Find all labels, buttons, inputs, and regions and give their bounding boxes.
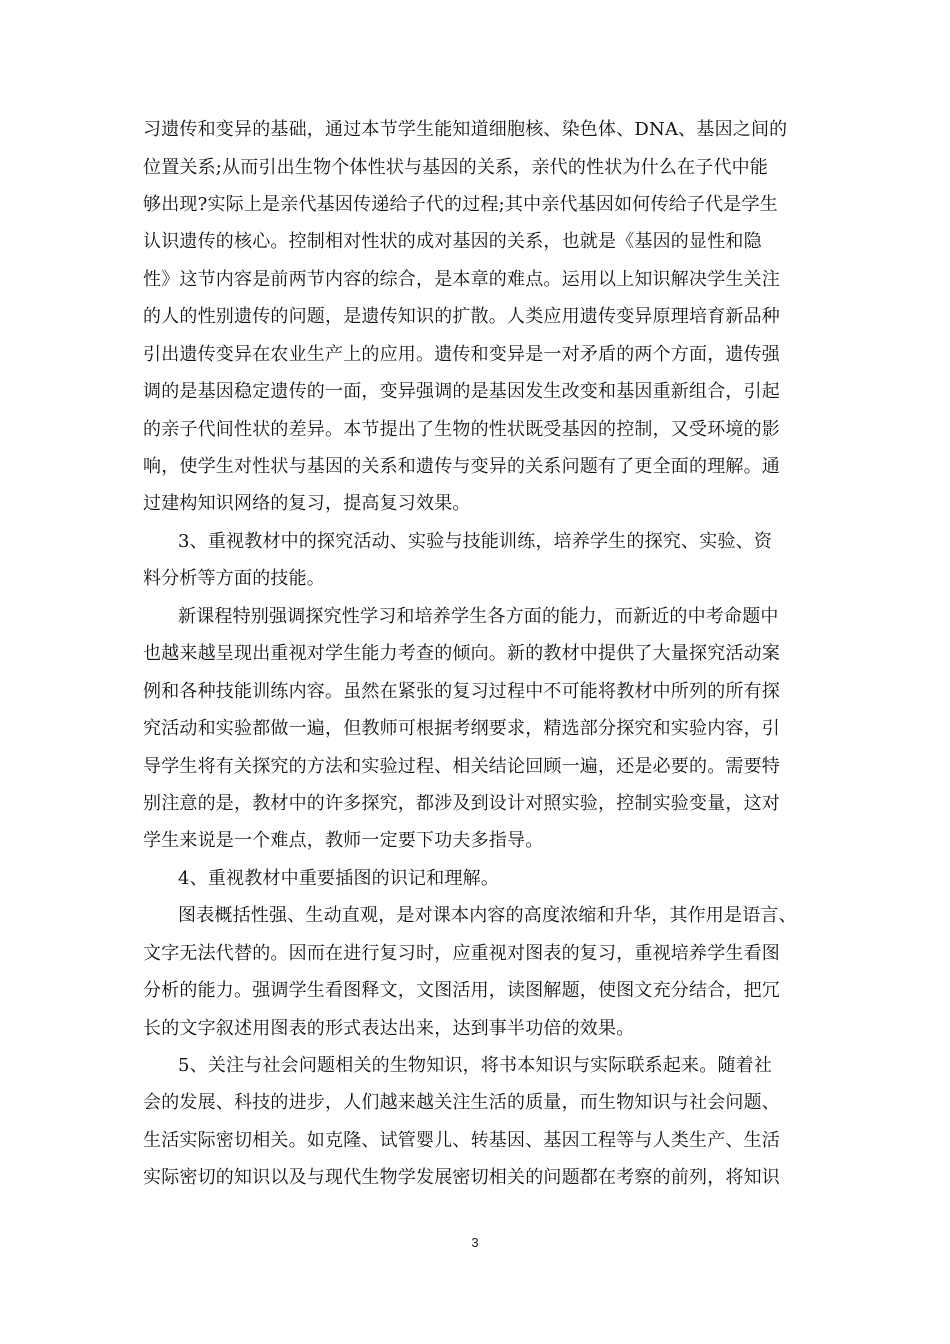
text-line: 认识遗传的核心。控制相对性状的成对基因的关系，也就是《基因的显性和隐: [143, 231, 762, 252]
text-line: 的人的性别遗传的问题，是遗传知识的扩散。人类应用遗传变异原理培育新品种: [143, 306, 780, 327]
section-heading-4: 4、重视教材中重要插图的识记和理解。: [178, 868, 500, 889]
text-line: 实际密切的知识以及与现代生物学发展密切相关的问题都在考察的前列，将知识: [143, 1167, 780, 1188]
text-line: 习遗传和变异的基础，通过本节学生能知道细胞核、染色体、DNA、基因之间的: [143, 119, 788, 140]
text-line: 位置关系;从而引出生物个体性状与基因的关系，亲代的性状为什么在子代中能: [143, 157, 769, 178]
text-line: 性》这节内容是前两节内容的综合，是本章的难点。运用以上知识解决学生关注: [143, 269, 780, 290]
text-line: 够出现?实际上是亲代基因传递给子代的过程;其中亲代基因如何传给子代是学生: [143, 194, 778, 215]
paragraph-first-line: 新课程特别强调探究性学习和培养学生各方面的能力，而新近的中考命题中: [178, 606, 779, 627]
text-line: 调的是基因稳定遗传的一面，变异强调的是基因发生改变和基因重新组合，引起: [143, 381, 780, 402]
text-line: 学生来说是一个难点，教师一定要下功夫多指导。: [143, 830, 544, 851]
text-line: 究活动和实验都做一遍，但教师可根据考纲要求，精选部分探究和实验内容，引: [143, 718, 780, 739]
text-line: 导学生将有关探究的方法和实验过程、相关结论回顾一遍，还是必要的。需要特: [143, 756, 780, 777]
text-line: 的亲子代间性状的差异。本节提出了生物的性状既受基因的控制，又受环境的影: [143, 419, 780, 440]
text-line: 会的发展、科技的进步，人们越来越关注生活的质量，而生物知识与社会问题、: [143, 1092, 780, 1113]
paragraph-first-line: 图表概括性强、生动直观，是对课本内容的高度浓缩和升华，其作用是语言、: [178, 905, 797, 926]
text-line: 响，使学生对性状与基因的关系和遗传与变异的关系问题有了更全面的理解。通: [143, 456, 780, 477]
text-line: 长的文字叙述用图表的形式表达出来，达到事半功倍的效果。: [143, 1018, 635, 1039]
text-line: 引出遗传变异在农业生产上的应用。遗传和变异是一对矛盾的两个方面，遗传强: [143, 344, 780, 365]
page-number: 3: [471, 1235, 479, 1250]
text-line: 也越来越呈现出重视对学生能力考查的倾向。新的教材中提供了大量探究活动案: [143, 643, 780, 664]
text-line: 生活实际密切相关。如克隆、试管婴儿、转基因、基因工程等与人类生产、生活: [143, 1130, 780, 1151]
section-heading-3: 3、重视教材中的探究活动、实验与技能训练，培养学生的探究、实验、资: [178, 531, 773, 552]
section-heading-5: 5、关注与社会问题相关的生物知识，将书本知识与实际联系起来。随着社: [178, 1055, 773, 1076]
text-line: 别注意的是，教材中的许多探究，都涉及到设计对照实验，控制实验变量，这对: [143, 793, 780, 814]
text-line: 例和各种技能训练内容。虽然在紧张的复习过程中不可能将教材中所列的所有探: [143, 681, 780, 702]
text-line: 分析的能力。强调学生看图释文，文图活用，读图解题，使图文充分结合，把冗: [143, 980, 780, 1001]
text-line: 过建构知识网络的复习，提高复习效果。: [143, 493, 471, 514]
text-line: 料分析等方面的技能。: [143, 568, 325, 589]
text-line: 文字无法代替的。因而在进行复习时，应重视对图表的复习，重视培养学生看图: [143, 943, 780, 964]
